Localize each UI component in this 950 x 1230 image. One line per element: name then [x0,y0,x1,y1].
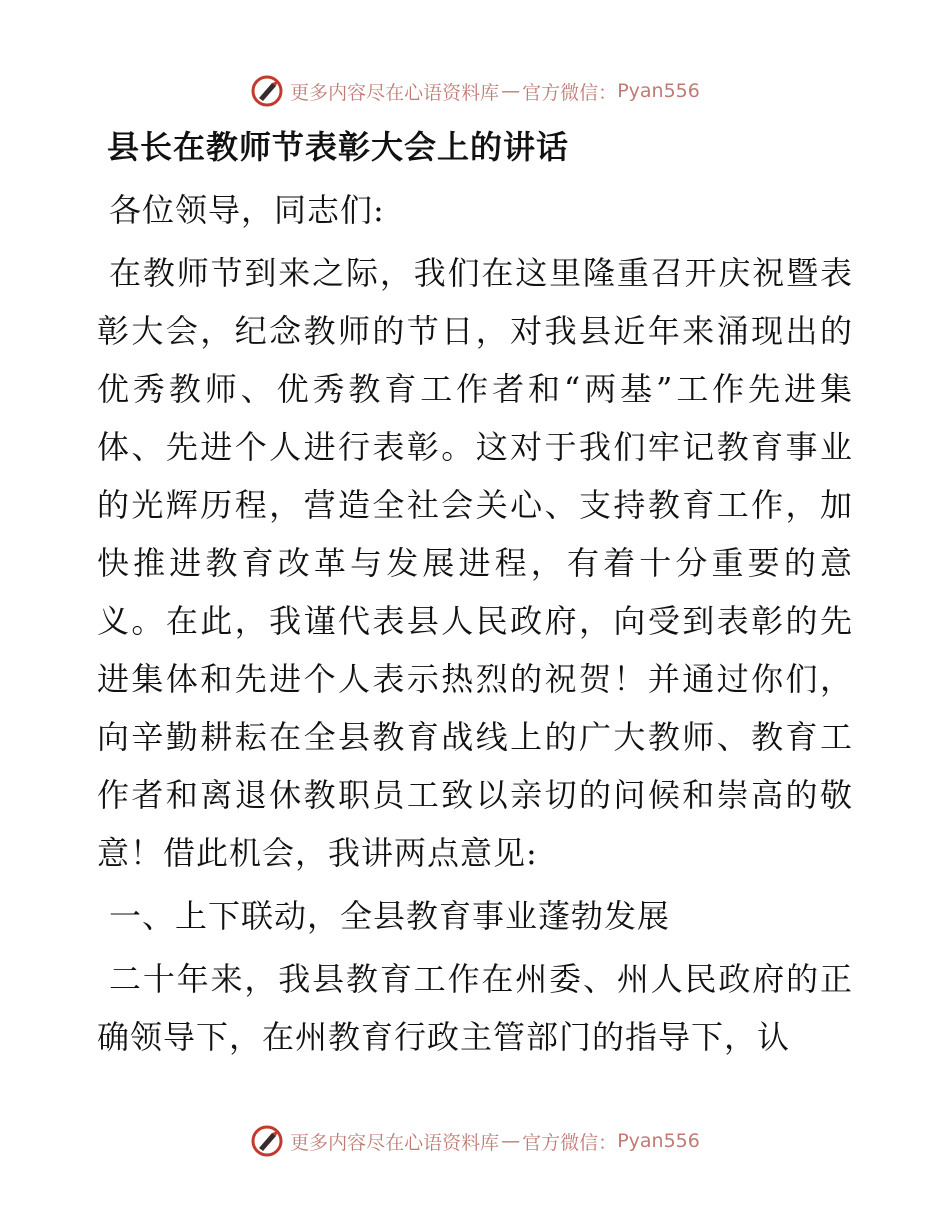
watermark-separator: — [501,80,521,102]
watermark-separator: — [501,1130,521,1152]
watermark-site-text: 更多内容尽在心语资料库 [290,1131,500,1154]
watermark-wechat-label: 官方微信： [522,1131,618,1154]
section-heading-1: 一、上下联动，全县教育事业蓬勃发展 [109,897,671,935]
watermark-wechat-id: Pyan556 [617,1130,700,1152]
document-title: 县长在教师节表彰大会上的讲话 [107,128,570,166]
watermark-wechat-id: Pyan556 [617,80,700,102]
paragraph-greeting: 各位领导，同志们: [109,191,385,229]
watermark-site-text: 更多内容尽在心语资料库 [290,81,500,104]
document-body [97,118,853,1071]
library-logo-icon [250,74,284,108]
paragraph-opening: 在教师节到来之际，我们在这里隆重召开庆祝暨表彰大会，纪念教师的节日，对我县近年来涌现出的优秀教师、优秀教育工作者和“两基”工作先进集体、先进个人进行表彰。这对于我们牢记教育事业的光辉历程，营造全社会关心、支持教育工作，加快推进教育改革与发展进程，有着十分重要的意义。在此，我谨代表县人民政府，向受到表彰的先进集体和先进个人表示热烈的祝贺！并通过你们，向辛勤耕耘在全县教育战线上的广大教师、教育工作者和离退休教职员工致以亲切的问候和崇高的敬意！借此机会，我讲两点意见: [97,254,853,872]
paragraph-section-1: 二十年来，我县教育工作在州委、州人民政府的正确领导下，在州教育行政主管部门的指导下，认 [97,960,853,1056]
library-logo-icon [250,1124,284,1158]
footer-watermark [0,1121,950,1161]
header-watermark [0,71,950,111]
watermark-wechat-label: 官方微信： [522,81,618,104]
